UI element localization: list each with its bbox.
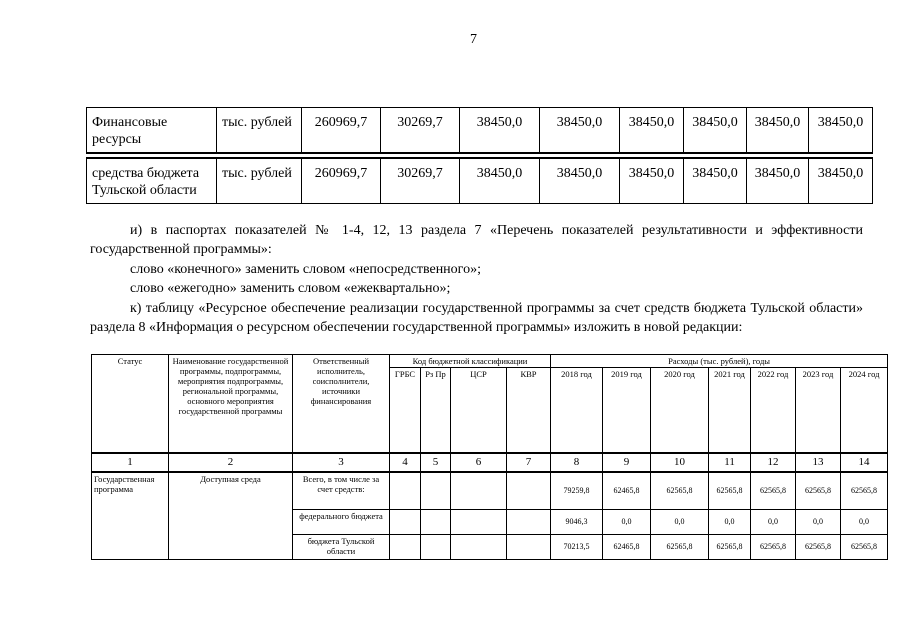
expense-value: 0,0: [651, 510, 709, 535]
resource-table: [91, 354, 888, 560]
expense-value: 0,0: [709, 510, 751, 535]
finance-value: 38450,0: [747, 158, 809, 204]
header-status: Статус: [92, 355, 169, 454]
header-year: 2020 год: [651, 368, 709, 454]
expense-value: 62465,8: [603, 535, 651, 560]
column-number: 1: [92, 453, 169, 472]
finance-value: 260969,7: [302, 108, 381, 154]
expense-value: 62565,8: [751, 472, 796, 510]
header-year: 2022 год: [751, 368, 796, 454]
expense-value: 0,0: [751, 510, 796, 535]
empty-cell: [507, 510, 551, 535]
empty-cell: [507, 472, 551, 510]
finance-value: 38450,0: [540, 108, 620, 154]
expense-value: 62565,8: [796, 535, 841, 560]
finance-value: 38450,0: [684, 108, 747, 154]
finance-row-name: средства бюджета Тульской области: [87, 158, 217, 204]
finance-value: 38450,0: [620, 158, 684, 204]
empty-cell: [451, 535, 507, 560]
header-responsible: Ответственный исполнитель, соисполнители, источники финансирования: [293, 355, 390, 454]
column-number: 13: [796, 453, 841, 472]
funding-source: Всего, в том числе за счет средств:: [293, 472, 390, 510]
expense-value: 62565,8: [751, 535, 796, 560]
finance-row: [87, 108, 873, 154]
column-number: 3: [293, 453, 390, 472]
finance-row-name: Финансовые ресурсы: [87, 108, 217, 154]
finance-value: 38450,0: [540, 158, 620, 204]
column-number: 5: [421, 453, 451, 472]
empty-cell: [451, 472, 507, 510]
empty-cell: [421, 472, 451, 510]
header-year: 2019 год: [603, 368, 651, 454]
finance-value: 30269,7: [381, 158, 460, 204]
header-rzpr: Рз Пр: [421, 368, 451, 454]
expense-value: 62565,8: [651, 472, 709, 510]
header-csr: ЦСР: [451, 368, 507, 454]
finance-value: 38450,0: [809, 108, 873, 154]
header-year: 2023 год: [796, 368, 841, 454]
finance-value: 38450,0: [684, 158, 747, 204]
empty-cell: [390, 510, 421, 535]
header-row: [92, 355, 888, 368]
finance-row: [87, 158, 873, 204]
header-name: Наименование государственной программы, подпрограммы, мероприятия подпрограммы, региональной программы, основного мероприятия государственной программы: [169, 355, 293, 454]
expense-value: 0,0: [841, 510, 888, 535]
table-row: [92, 472, 888, 510]
header-budget-code: Код бюджетной классификации: [390, 355, 551, 368]
expense-value: 9046,3: [551, 510, 603, 535]
column-number: 4: [390, 453, 421, 472]
expense-value: 79259,8: [551, 472, 603, 510]
column-number: 2: [169, 453, 293, 472]
program-name: Доступная среда: [169, 472, 293, 560]
expense-value: 62565,8: [841, 535, 888, 560]
finance-value: 260969,7: [302, 158, 381, 204]
finance-row-unit: тыс. рублей: [217, 158, 302, 204]
finance-value: 38450,0: [809, 158, 873, 204]
header-year: 2018 год: [551, 368, 603, 454]
column-number: 9: [603, 453, 651, 472]
column-number: 14: [841, 453, 888, 472]
empty-cell: [507, 535, 551, 560]
expense-value: 70213,5: [551, 535, 603, 560]
page-number: 7: [470, 32, 477, 47]
column-number-row: [92, 453, 888, 472]
header-year: 2021 год: [709, 368, 751, 454]
finance-value: 30269,7: [381, 108, 460, 154]
empty-cell: [390, 535, 421, 560]
finance-value: 38450,0: [747, 108, 809, 154]
expense-value: 62465,8: [603, 472, 651, 510]
header-grbs: ГРБС: [390, 368, 421, 454]
header-kvr: КВР: [507, 368, 551, 454]
expense-value: 62565,8: [841, 472, 888, 510]
funding-source: федерального бюджета: [293, 510, 390, 535]
column-number: 12: [751, 453, 796, 472]
funding-source: бюджета Тульской области: [293, 535, 390, 560]
paragraph: к) таблицу «Ресурсное обеспечение реализации государственной программы за счет средств бюджета Тульской области» раздела 8 «Информация о ресурсном обеспечении государственной программы» изложить в новой редакции:: [90, 300, 863, 336]
expense-value: 0,0: [796, 510, 841, 535]
expense-value: 62565,8: [709, 472, 751, 510]
finance-value: 38450,0: [460, 158, 540, 204]
finance-table: [86, 107, 873, 204]
amendment-text: [90, 221, 863, 337]
column-number: 8: [551, 453, 603, 472]
empty-cell: [421, 535, 451, 560]
column-number: 6: [451, 453, 507, 472]
column-number: 7: [507, 453, 551, 472]
finance-row-unit: тыс. рублей: [217, 108, 302, 154]
empty-cell: [421, 510, 451, 535]
expense-value: 0,0: [603, 510, 651, 535]
paragraph: слово «конечного» заменить словом «непосредственного»;: [130, 261, 481, 277]
header-expenses: Расходы (тыс. рублей), годы: [551, 355, 888, 368]
expense-value: 62565,8: [796, 472, 841, 510]
finance-value: 38450,0: [460, 108, 540, 154]
column-number: 10: [651, 453, 709, 472]
paragraph: и) в паспортах показателей № 1-4, 12, 13 раздела 7 «Перечень показателей результативности и эффективности государственной программы»:: [90, 223, 863, 258]
paragraph: слово «ежегодно» заменить словом «ежеквартально»;: [130, 281, 451, 297]
empty-cell: [390, 472, 421, 510]
finance-value: 38450,0: [620, 108, 684, 154]
expense-value: 62565,8: [709, 535, 751, 560]
expense-value: 62565,8: [651, 535, 709, 560]
header-year: 2024 год: [841, 368, 888, 454]
column-number: 11: [709, 453, 751, 472]
empty-cell: [451, 510, 507, 535]
program-status: Государственная программа: [92, 472, 169, 560]
